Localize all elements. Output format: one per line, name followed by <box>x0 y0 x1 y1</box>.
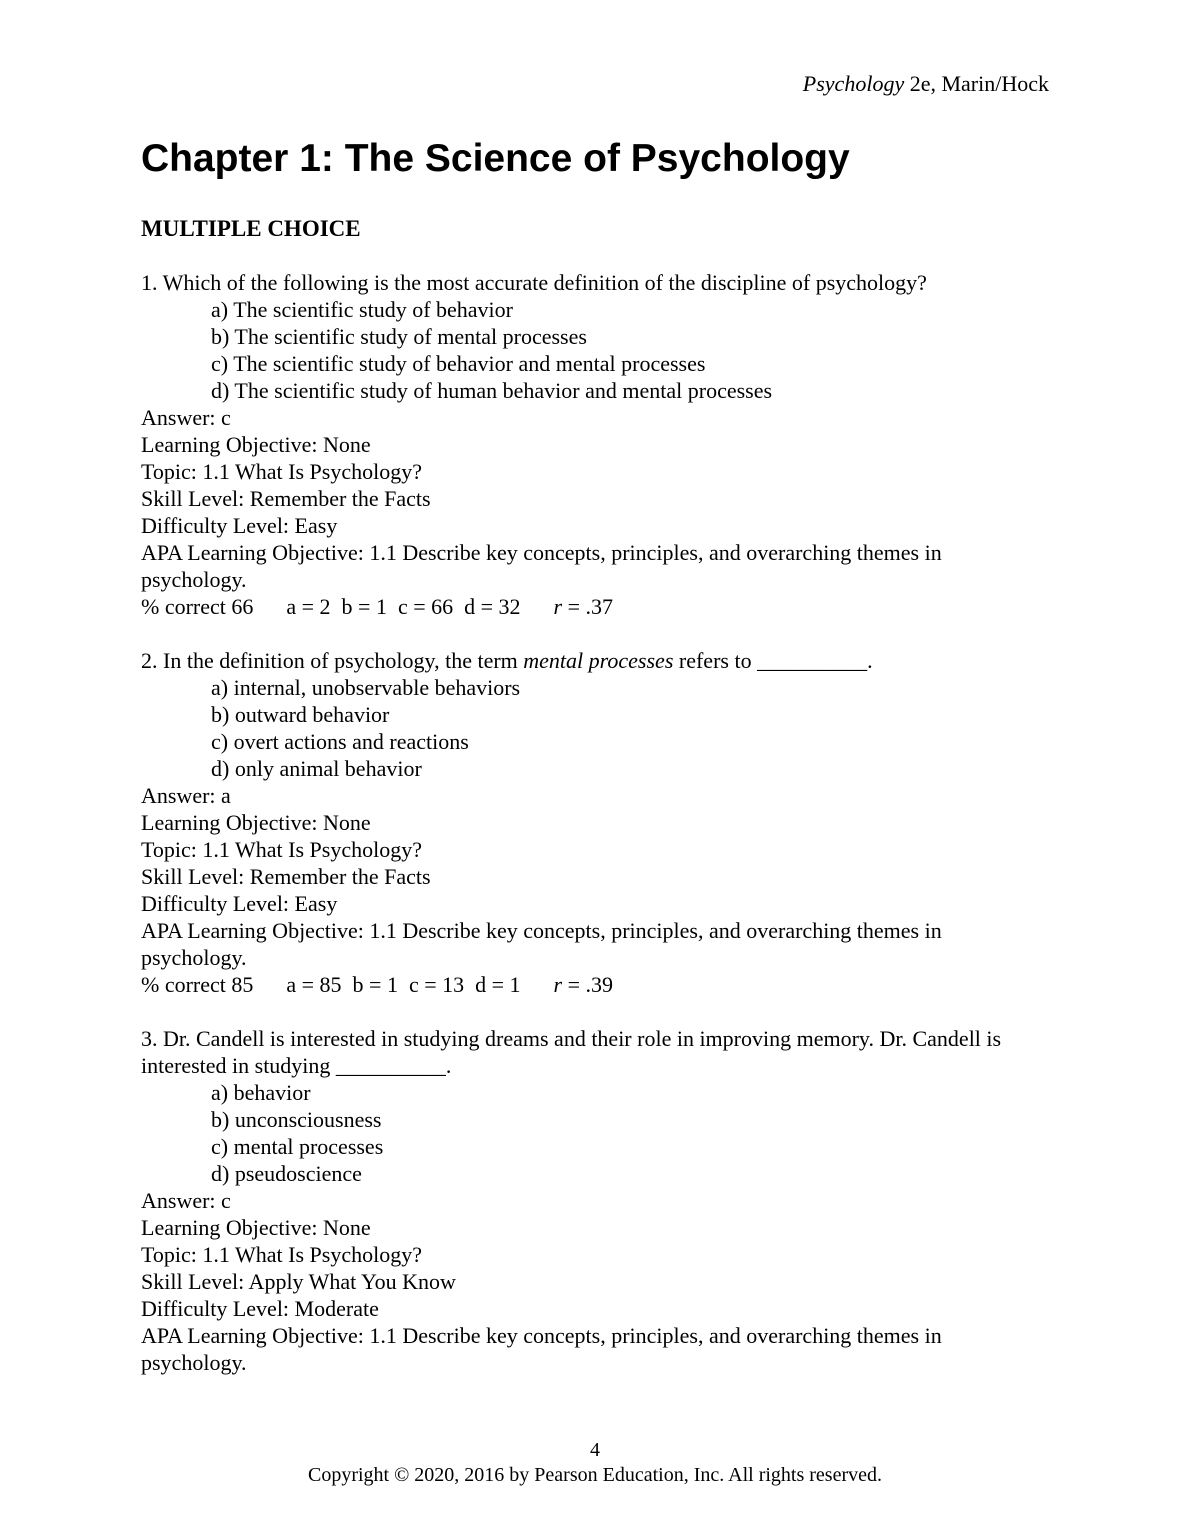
question-2-skill-level-line: Skill Level: Remember the Facts <box>141 864 431 889</box>
question-2-option-d: d) only animal behavior <box>211 756 422 781</box>
question-1-stats-line <box>141 593 1049 620</box>
question-3-option-c: c) mental processes <box>211 1134 384 1159</box>
question-1-answer-line: Answer: c <box>141 405 231 430</box>
question-3-difficulty-level-line: Difficulty Level: Moderate <box>141 1296 379 1321</box>
question-1-option-c: c) The scientific study of behavior and mental processes <box>211 351 706 376</box>
question-2-apa-objective-line: APA Learning Objective: 1.1 Describe key concepts, principles, and overarching themes in psychology. <box>141 918 942 970</box>
page-footer <box>0 1438 1190 1488</box>
question-3-answer-line: Answer: c <box>141 1188 231 1213</box>
question-1-stats-r-value: = .37 <box>562 594 614 619</box>
question-2-difficulty-level-line: Difficulty Level: Easy <box>141 891 338 916</box>
question-2-option-c: c) overt actions and reactions <box>211 729 469 754</box>
question-3-text: 3. Dr. Candell is interested in studying dreams and their role in improving memory. Dr. Candell is interested in studying __________. <box>141 1026 1002 1078</box>
question-2-stats-values: % correct 85 a = 85 b = 1 c = 13 d = 1 <box>141 972 554 997</box>
question-2-stats-r-value: = .39 <box>562 972 614 997</box>
question-3-learning-objective-line: Learning Objective: None <box>141 1215 371 1240</box>
question-1-stats-values: % correct 66 a = 2 b = 1 c = 66 d = 32 <box>141 594 554 619</box>
question-3-option-d: d) pseudoscience <box>211 1161 362 1186</box>
question-2-learning-objective-line: Learning Objective: None <box>141 810 371 835</box>
question-3-topic-line: Topic: 1.1 What Is Psychology? <box>141 1242 422 1267</box>
book-title: Psychology <box>802 71 905 96</box>
question-2-stats-line <box>141 971 1049 998</box>
question-1-learning-objective-line: Learning Objective: None <box>141 432 371 457</box>
running-header <box>141 70 1049 97</box>
question-2-text-term: mental processes <box>523 648 674 673</box>
question-1-text: 1. Which of the following is the most accurate definition of the discipline of psychology? <box>141 270 927 295</box>
question-1-option-b: b) The scientific study of mental processes <box>211 324 587 349</box>
question-1-option-d: d) The scientific study of human behavior and mental processes <box>211 378 773 403</box>
question-2-stats-r-symbol: r <box>553 972 563 997</box>
question-2-option-a: a) internal, unobservable behaviors <box>211 675 521 700</box>
copyright-notice: Copyright © 2020, 2016 by Pearson Education, Inc. All rights reserved. <box>308 1464 882 1486</box>
question-1-difficulty-level-line: Difficulty Level: Easy <box>141 513 338 538</box>
question-2 <box>141 647 1049 998</box>
question-3-skill-level-line: Skill Level: Apply What You Know <box>141 1269 456 1294</box>
question-3 <box>141 1025 1049 1376</box>
question-1 <box>141 269 1049 620</box>
question-1-apa-objective-line: APA Learning Objective: 1.1 Describe key concepts, principles, and overarching themes in psychology. <box>141 540 942 592</box>
question-2-text <box>141 647 1049 674</box>
question-3-apa-objective-line: APA Learning Objective: 1.1 Describe key concepts, principles, and overarching themes in psychology. <box>141 1323 942 1375</box>
question-1-option-a: a) The scientific study of behavior <box>211 297 513 322</box>
book-edition-authors: 2e, Marin/Hock <box>904 71 1049 96</box>
question-2-answer-line: Answer: a <box>141 783 231 808</box>
question-1-topic-line: Topic: 1.1 What Is Psychology? <box>141 459 422 484</box>
page-number: 4 <box>590 1439 600 1461</box>
section-heading: MULTIPLE CHOICE <box>141 216 361 241</box>
question-2-option-b: b) outward behavior <box>211 702 390 727</box>
question-1-stats-r-symbol: r <box>553 594 563 619</box>
question-2-text-end: refers to __________. <box>673 648 873 673</box>
question-2-text-start: 2. In the definition of psychology, the term <box>141 648 524 673</box>
question-3-option-a: a) behavior <box>211 1080 311 1105</box>
chapter-title: Chapter 1: The Science of Psychology <box>141 137 850 180</box>
question-1-skill-level-line: Skill Level: Remember the Facts <box>141 486 431 511</box>
question-2-topic-line: Topic: 1.1 What Is Psychology? <box>141 837 422 862</box>
question-3-option-b: b) unconsciousness <box>211 1107 382 1132</box>
